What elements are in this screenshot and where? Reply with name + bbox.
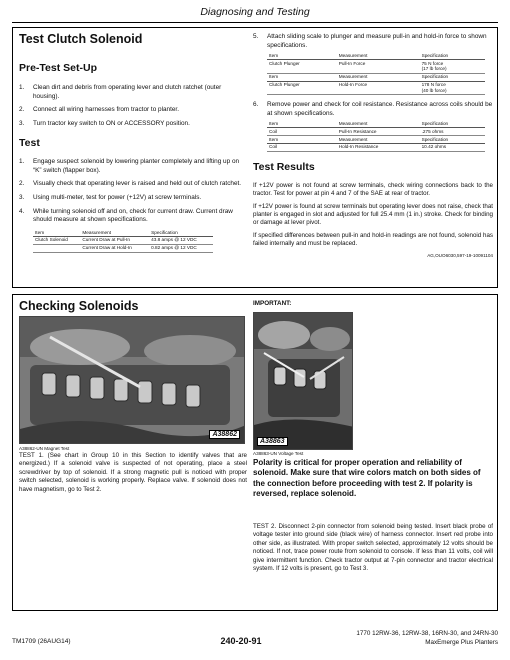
result-paragraph: If +12V power is not found at screw terminals, check wiring connections back to the tractor. Test for power at pin 4 and 7 of the SAE at rear of tractor. <box>253 181 493 198</box>
voltage-test-photo <box>253 312 353 450</box>
current-draw-table <box>33 229 213 252</box>
list-item: 6. Remove power and check for coil resistance. Resistance across coils should be at shown specifications. <box>253 101 493 117</box>
section-title: Checking Solenoids <box>19 299 139 313</box>
list-item: 1. Clean dirt and debris from operating lever and clutch ratchet (outer housing). <box>19 84 222 100</box>
test-clutch-solenoid-section <box>12 27 498 288</box>
test-2-text: TEST 2. Disconnect 2-pin connector from solenoid being tested. Insert black probe of voltage tester into ground side (black wire) of harness connector. Insert red probe into other side, as illustrated. With proper switch selected, approximately 12 volts should be noticed. If not, trace power route from solenoid to console. If less than 11 volts, coil will give intermittent function. Check tractor output at 7-pin connector and tractor electrical system. If 12 volts is present, go to Test 3. <box>253 523 493 573</box>
photo-caption: A38862-UN Magnet Test <box>19 446 70 451</box>
list-item: 2. Connect all wiring harnesses from tractor to planter. <box>19 106 179 114</box>
photo-label: A38862 <box>209 430 240 439</box>
step-6 <box>253 101 493 118</box>
footer-doc-id: TM1709 (26AUG14) <box>12 638 71 645</box>
pretest-steps <box>19 84 249 129</box>
result-paragraph: If specified differences between pull-in and hold-in readings are not found, solenoid has failed internally and must be replaced. <box>253 231 493 248</box>
test-title: Test <box>19 136 40 149</box>
step-5 <box>253 33 493 50</box>
table-header-row: Item Measurement Specification <box>267 120 485 127</box>
table-header-row: Item Measurement Specification <box>267 52 485 59</box>
reference-code: AG,OUO6030,597-19-10091104 <box>427 252 493 258</box>
list-item: 3. Turn tractor key switch to ON or ACCESSORY position. <box>19 120 190 128</box>
table-row: Coil Hold-In Resistance 10.42 ohms <box>267 143 485 151</box>
resistance-table <box>267 120 485 151</box>
test-1-text: TEST 1. (See chart in Group 10 in this Section to identify valves that are energized.) If a solenoid valve is suspected of not operating, place a steel screwdriver by top of solenoid. If a strong magnetic pull is noticed with proper switch selected, solenoid is working properly. Replace valve. If solenoid does not have magnetism, go to Test 2. <box>19 452 247 493</box>
photo-label: A38863 <box>257 437 288 446</box>
header-rule <box>12 22 498 23</box>
test-steps <box>19 158 249 225</box>
table-row: Clutch Plunger Pull-In Force 75 N force (17 lb force) <box>267 60 485 73</box>
table-header-row: Item Measurement Specification <box>267 73 485 81</box>
force-table <box>267 52 485 95</box>
table-header-row: Item Measurement Specification <box>33 229 213 236</box>
section-title: Test Clutch Solenoid <box>19 32 143 46</box>
table-row: Clutch Plunger Hold-In Force 178 N force (40 lb force) <box>267 81 485 94</box>
results-title: Test Results <box>253 160 315 173</box>
pretest-title: Pre-Test Set-Up <box>19 62 97 74</box>
result-paragraph: If +12V power is found at screw terminals but operating lever does not raise, check that planter is engaged in slot and adjusted for full 25.4 mm (1 in.) stroke. Check for binding or damage at lever pivot. <box>253 202 493 227</box>
magnet-test-photo <box>19 316 245 444</box>
list-item: 2. Visually check that operating lever is raised and held out of clutch ratchet. <box>19 180 242 188</box>
clutch-left-column <box>19 28 249 253</box>
page-header: Diagnosing and Testing <box>200 6 310 18</box>
results-text <box>253 182 493 249</box>
checking-solenoids-section <box>12 294 498 611</box>
table-row: Coil Pull-In Resistance .275 ohms <box>267 128 485 136</box>
table-header-row: Item Measurement Specification <box>267 136 485 144</box>
list-item: 4. While turning solenoid off and on, check for current draw. Current draw should measure at shown specifications. <box>19 207 233 224</box>
list-item: 5. Attach sliding scale to plunger and measure pull-in and hold-in force to shown specifications. <box>253 33 487 49</box>
footer-page-number: 240-20-91 <box>220 636 262 646</box>
clutch-right-column <box>253 28 493 258</box>
polarity-warning: Polarity is critical for proper operation and reliability of solenoid. Make sure that wire colors match on both sides of the connection before proceeding with test 2. If polarity is reversed, replace solenoid. <box>253 458 481 499</box>
important-label: IMPORTANT: <box>253 300 292 307</box>
footer-model-info: 1770 12RW-36, 12RW-38, 16RN-30, and 24RN-30 MaxEmerge Plus Planters <box>356 630 498 646</box>
table-row: Clutch Solenoid Current Draw at Pull-In 43.8 amps @ 12 VDC <box>33 236 213 244</box>
photo-caption: A38863-UN Voltage Test <box>253 451 304 456</box>
list-item: 3. Using multi-meter, test for power (+12V) at screw terminals. <box>19 193 202 201</box>
table-row: Current Draw at Hold-In 0.82 amps @ 12 VDC <box>33 244 213 252</box>
list-item: 1. Engage suspect solenoid by lowering planter completely and lifting up on “K” switch (flapper box). <box>19 157 240 174</box>
